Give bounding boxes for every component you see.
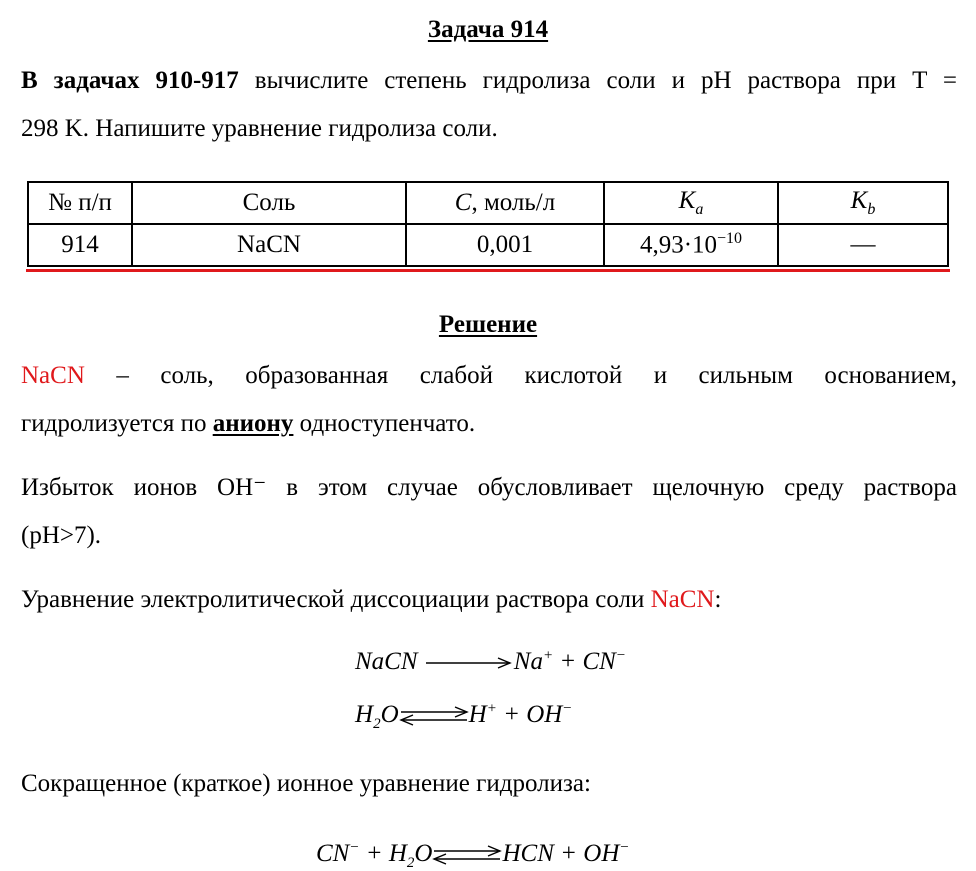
p2-line-1: Избыток ионов OH⁻ в этом случае обусловливает щелочную среду раствора: [21, 474, 957, 501]
data-table: [27, 181, 949, 267]
header-conc: C, моль/л: [406, 182, 604, 224]
header-ka: $K_a$: [604, 182, 778, 224]
p2-line-2: (pH>7).: [21, 522, 102, 549]
equilibrium-arrow-icon: [399, 706, 469, 726]
table-row: [28, 224, 948, 266]
salt-red: NaCN: [21, 362, 85, 389]
intro-rest: вычислите степень гидролиза соли и pH раствора при T =: [238, 67, 958, 94]
cell-kb: —: [778, 224, 948, 266]
header-kb: $K_b$: [778, 182, 948, 224]
cell-conc: 0,001: [406, 224, 604, 266]
intro-paragraph: [21, 57, 957, 153]
table-header-row: [28, 182, 948, 224]
equation-hydrolysis: $CN^- + H_2O$ HCN + OH−: [316, 839, 630, 871]
intro-bold: В задачах 910-917: [21, 67, 239, 94]
equation-dissociation-salt: NaCN Na+ + CN−: [355, 647, 626, 675]
equilibrium-arrow-icon-2: [432, 845, 502, 865]
intro-line-2: 298 K. Напишите уравнение гидролиза соли.: [21, 115, 498, 142]
cell-num: 914: [28, 224, 132, 266]
salt-red-2: NaCN: [650, 586, 715, 613]
p1-line-1: NaCN – соль, образованная слабой кислотой и сильным основанием,: [21, 362, 957, 389]
right-arrow-icon: [424, 656, 514, 670]
paragraph-4: Сокращенное (краткое) ионное уравнение гидролиза:: [21, 770, 591, 797]
header-num: № п/п: [28, 182, 132, 224]
intro-line-1: [21, 57, 957, 105]
anion-emphasis: аниону: [212, 410, 294, 437]
solution-title: Решение: [438, 311, 538, 338]
task-title: Задача 914: [427, 16, 549, 43]
p1-line-2: гидролизуется по аниону одноступенчато.: [21, 410, 476, 437]
paragraph-1: [21, 352, 957, 448]
cell-ka: $4,93\cdot 10^{-10}$: [604, 224, 778, 266]
paragraph-2: [21, 464, 957, 560]
cell-salt: NaCN: [132, 224, 406, 266]
paragraph-3: Уравнение электролитической диссоциации раствора соли NaCN:: [21, 586, 722, 613]
table-red-underline: [26, 269, 950, 272]
header-salt: Соль: [132, 182, 406, 224]
equation-dissociation-water: $H_2O$ H+ + OH−: [355, 700, 573, 732]
